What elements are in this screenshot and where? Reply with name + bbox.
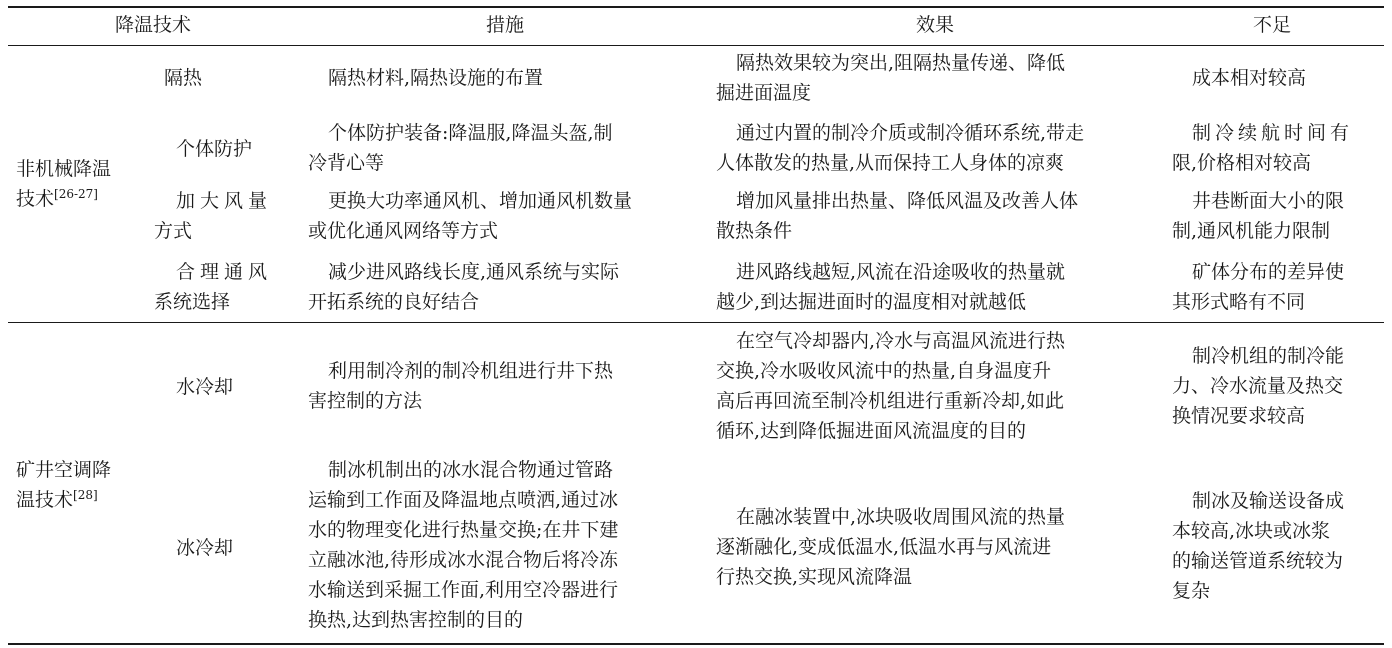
citation-ref: [28] — [73, 488, 98, 502]
row-water-cooling-measure: 利用制冷剂的制冷机组进行井下热 害控制的方法 — [308, 360, 614, 412]
top-rule — [8, 6, 1384, 8]
row-airflow-tech: 加大风量 方式 — [154, 190, 273, 242]
row-ice-cooling-shortcoming: 制冰及输送设备成 本较高,冰块或冰浆 的输送管道系统较为 复杂 — [1172, 490, 1345, 602]
header-rule — [8, 45, 1384, 46]
row-ventilation-system-shortcoming: 矿体分布的差异使 其形式略有不同 — [1172, 261, 1345, 313]
row-insulation-measure: 隔热材料,隔热设施的布置 — [328, 67, 544, 89]
row-personal-protection-tech: 个体防护 — [176, 138, 253, 160]
bottom-rule — [8, 643, 1384, 645]
citation-ref: [26-27] — [54, 187, 98, 201]
row-ice-cooling-tech: 冰冷却 — [176, 537, 234, 559]
row-water-cooling-effect: 在空气冷却器内,冷水与高温风流进行热 交换,冷水吸收风流中的热量,自身温度升 高后再回流至制冷机组进行重新冷却,如此 循环,达到降低掘进面风流温度的目的 — [716, 330, 1066, 442]
group-label-non-mechanical: 非机械降温 技术[26-27] — [16, 158, 112, 210]
header-effect: 效果 — [915, 14, 954, 36]
header-shortcoming: 不足 — [1252, 14, 1291, 36]
row-personal-protection-effect: 通过内置的制冷介质或制冷循环系统,带走 人体散发的热量,从而保持工人身体的凉爽 — [716, 122, 1085, 174]
row-ice-cooling-measure: 制冰机制出的冰水混合物通过管路 运输到工作面及降温地点喷洒,通过冰 水的物理变化进行热量交换;在井下建 立融冰池,待形成冰水混合物后将冷冻 水输送到采掘工作面,利用空冷器进行 换热,达到热害控制的目的 — [308, 459, 619, 631]
row-ice-cooling-effect: 在融冰装置中,冰块吸收周围风流的热量 逐渐融化,变成低温水,低温水再与风流进 行热交换,实现风流降温 — [716, 506, 1066, 588]
row-personal-protection-measure: 个体防护装备:降温服,降温头盔,制 冷背心等 — [308, 122, 613, 174]
row-personal-protection-shortcoming: 制冷续航时间有 限,价格相对较高 — [1172, 122, 1354, 174]
row-water-cooling-shortcoming: 制冷机组的制冷能 力、冷水流量及热交 换情况要求较高 — [1172, 345, 1345, 427]
row-insulation-tech: 隔热 — [164, 67, 203, 89]
row-water-cooling-tech: 水冷却 — [176, 376, 234, 398]
row-insulation-effect: 隔热效果较为突出,阻隔热量传递、降低 掘进面温度 — [716, 52, 1066, 104]
row-ventilation-system-effect: 进风路线越短,风流在沿途吸收的热量就 越少,到达掘进面时的温度相对就越低 — [716, 261, 1066, 313]
row-airflow-measure: 更换大功率通风机、增加通风机数量 或优化通风网络等方式 — [308, 190, 633, 242]
row-airflow-shortcoming: 井巷断面大小的限 制,通风机能力限制 — [1172, 190, 1345, 242]
row-ventilation-system-tech: 合理通风 系统选择 — [154, 261, 273, 313]
group-label-mine-air-conditioning: 矿井空调降 温技术[28] — [16, 459, 112, 511]
row-ventilation-system-measure: 减少进风路线长度,通风系统与实际 开拓系统的良好结合 — [308, 261, 620, 313]
group-divider-rule — [8, 322, 1384, 323]
header-technique: 降温技术 — [114, 14, 191, 36]
header-measure: 措施 — [485, 14, 524, 36]
row-airflow-effect: 增加风量排出热量、降低风温及改善人体 散热条件 — [716, 190, 1079, 242]
row-insulation-shortcoming: 成本相对较高 — [1192, 67, 1307, 89]
